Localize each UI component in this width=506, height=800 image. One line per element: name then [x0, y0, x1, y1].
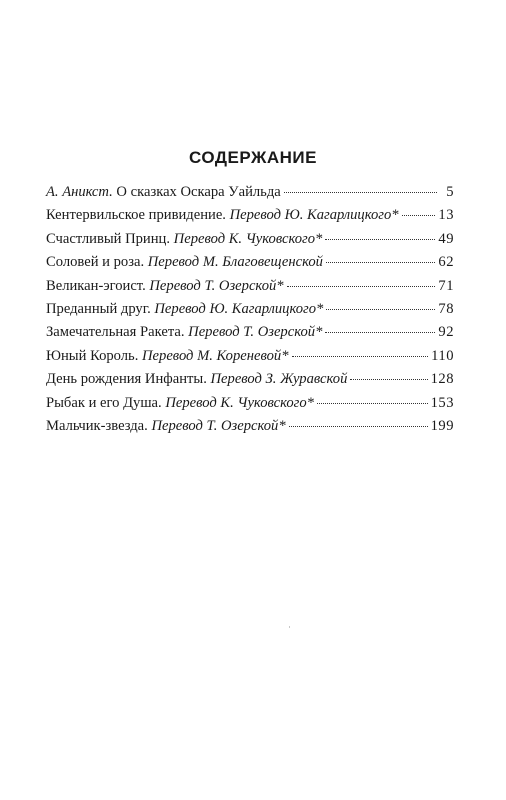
toc-entry-page: 78	[438, 300, 454, 317]
toc-entry-leader	[402, 215, 436, 216]
toc-entry-text	[46, 371, 347, 388]
toc-entry-translator: Перевод Ю. Кагарлицкого*	[229, 207, 399, 224]
toc-entry-translator: Перевод Ю. Кагарлицкого*	[154, 300, 324, 317]
toc-entry-text	[46, 324, 322, 341]
toc-entry-title: Юный Король.	[46, 347, 143, 364]
toc-entry-translator: Перевод М. Благовещенской	[147, 254, 323, 271]
toc-entry-leader	[326, 309, 435, 310]
toc-entry-leader	[325, 239, 435, 240]
toc-entry-text	[46, 395, 314, 412]
toc-entry-leader	[326, 262, 435, 263]
toc-entry-star-child	[46, 418, 454, 441]
toc-entry-page: 128	[430, 371, 454, 388]
toc-entry-fisherman-soul	[46, 395, 454, 418]
toc-entry-title: О сказках Оскара Уайльда	[112, 184, 281, 200]
toc-entry-translator: Перевод М. Кореневой*	[142, 347, 289, 364]
toc-entry-page: 5	[446, 184, 454, 200]
toc-entry-leader	[325, 332, 435, 333]
toc-entry-canterville-ghost	[46, 207, 454, 230]
toc-entry-text	[46, 348, 289, 365]
toc-entry-devoted-friend	[46, 301, 454, 324]
toc-entry-title: Преданный друг.	[46, 300, 155, 317]
toc-entry-text	[46, 301, 323, 318]
toc-entry-aniks	[46, 184, 454, 207]
toc-entry-nightingale-rose	[46, 254, 454, 277]
toc-entry-text	[46, 278, 284, 295]
toc-entry-page: 92	[438, 324, 454, 341]
toc-entry-leader	[284, 192, 437, 193]
toc-entry-leader	[350, 379, 427, 380]
paper-speck	[289, 626, 290, 628]
toc-entry-title: Кентервильское привидение.	[46, 207, 230, 224]
toc-entry-happy-prince	[46, 231, 454, 254]
toc-entry-text	[46, 207, 399, 224]
toc-entry-page: 153	[430, 394, 454, 411]
toc-entry-leader	[289, 426, 428, 427]
toc-entry-title: Счастливый Принц.	[46, 230, 174, 247]
toc-entry-page: 13	[438, 207, 454, 224]
toc-entry-text	[46, 231, 322, 248]
toc-entry-page: 49	[438, 230, 454, 247]
toc-entry-selfish-giant	[46, 278, 454, 301]
toc-entry-infanta-birthday	[46, 371, 454, 394]
toc-entry-leader	[287, 286, 436, 287]
toc-entry-translator: Перевод К. Чуковского*	[173, 230, 323, 247]
toc-entry-translator: Перевод К. Чуковского*	[165, 394, 314, 411]
toc-entry-remarkable-rocket	[46, 324, 454, 347]
toc-entry-text	[46, 418, 286, 435]
toc-entry-young-king	[46, 348, 454, 371]
toc-heading: СОДЕРЖАНИЕ	[189, 148, 317, 167]
toc-entry-page: 62	[438, 254, 454, 271]
toc-entry-text	[46, 254, 323, 271]
toc-entry-title: Рыбак и его Душа.	[46, 394, 166, 411]
toc-entry-title: День рождения Инфанты.	[46, 371, 211, 388]
toc-entry-page: 199	[430, 417, 454, 434]
toc-entry-title: Соловей и роза.	[46, 254, 148, 271]
toc-entry-page: 71	[438, 277, 454, 294]
toc-entry-title: Замечательная Ракета.	[46, 324, 189, 341]
toc-entry-title: Великан-эгоист.	[46, 277, 150, 294]
toc-entry-translator: Перевод Т. Озерской*	[151, 417, 286, 434]
toc-entry-title: Мальчик-звезда.	[46, 417, 152, 434]
toc-entry-author: А. Аникст.	[46, 184, 113, 200]
toc-entry-translator: Перевод Т. Озерской*	[188, 324, 323, 341]
table-of-contents	[46, 184, 454, 441]
toc-entry-translator: Перевод Т. Озерской*	[149, 277, 284, 294]
toc-entry-page: 110	[431, 347, 454, 364]
toc-entry-text	[46, 184, 281, 201]
toc-entry-translator: Перевод З. Журавской	[210, 371, 348, 388]
toc-entry-leader	[317, 403, 428, 404]
toc-entry-leader	[292, 356, 429, 357]
